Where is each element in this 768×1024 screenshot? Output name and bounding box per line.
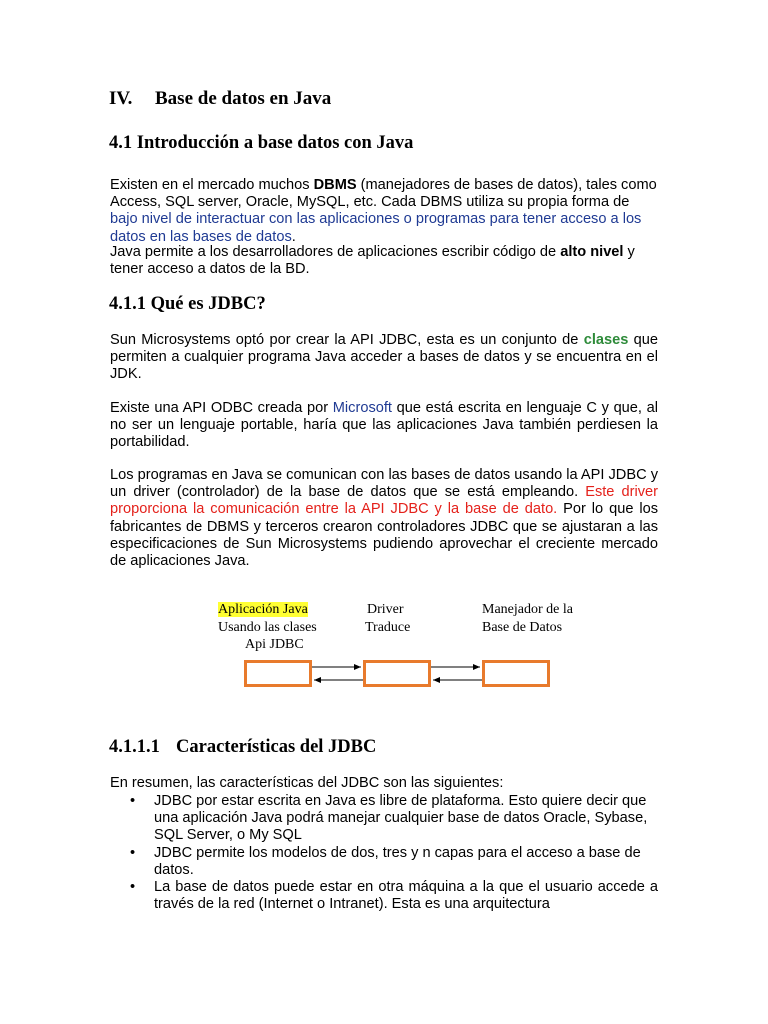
subsection-title: Características del JDBC [176,737,377,757]
subsection-heading-features [109,737,376,758]
paragraph-summary: En resumen, las características del JDBC son las siguientes: [110,775,504,791]
text-run: Existen en el mercado muchos [110,177,314,193]
green-term-clases: clases [583,332,629,348]
text-run: Sun Microsystems optó por crear la API JDBC, esta es un conjunto de [110,332,584,348]
text-run: Existe una API ODBC creada por [110,400,333,416]
paragraph-drivers [110,467,658,570]
chapter-title: Base de datos en Java [155,88,332,109]
blue-highlight-text: bajo nivel de interactuar con las aplicaciones o programas para tener acceso a los datos en las bases de datos [110,211,642,245]
text-run: que está escrita en lenguaje C y que, al no ser un lenguaje portable, haría que las aplicaciones Java también perdiesen la portabilidad. [110,400,659,451]
diagram-label-dbms-line2: Base de Datos [482,620,563,635]
list-item-text: JDBC permite los modelos de dos, tres y n capas para el acceso a base de datos. [154,844,641,878]
bold-term-dbms: DBMS [313,177,357,193]
list-item [110,793,658,845]
bullet-dot: • [130,879,136,896]
text-run: . [291,228,296,245]
paragraph-sun-jdbc [110,332,658,384]
bold-term-alto-nivel: alto nivel [560,244,624,260]
diagram-box-application [244,660,312,687]
diagram-box-database [482,660,550,687]
text-run: Java permite a los desarrolladores de aplicaciones escribir código de [110,244,561,260]
diagram-label-dbms: Manejador de la [482,602,573,617]
list-item [110,845,658,879]
diagram-label-app [218,601,308,618]
text-run: que permiten a cualquier programa Java acceder a bases de datos y se encuentra en el JDK. [110,332,658,383]
diagram-label-app-line2: Usando las clases [218,620,317,635]
red-highlight-text: Este driver proporciona la comunicación entre la API JDBC y la base de dato. [110,484,658,518]
paragraph-dbms [110,177,658,246]
text-run: (manejadores de bases de datos), tales como Access, SQL server, Oracle, MySQL, etc. Cada DBMS utiliza su propia forma de [110,177,657,211]
paragraph-java-high-level [110,244,658,278]
bullet-dot: • [130,844,136,861]
blue-term-microsoft: Microsoft [332,400,392,416]
bullet-dot: • [130,793,136,809]
features-list [110,793,658,913]
diagram-label-driver-line2: Traduce [365,620,411,635]
diagram-box-driver [363,660,431,687]
text-run: Por lo que los fabricantes de DBMS y terceros crearon controladores JDBC que se ajustaran a las especificaciones de Sun Microsystems pudiendo aprovechar el creciente mercado de aplicaciones Java. [110,501,659,570]
list-item-text: JDBC por estar escrita en Java es libre de plataforma. Esto quiere decir que una aplicación Java podrá manejar cualquier base de datos Oracle, Sybase, SQL Server, o My SQL [154,793,648,844]
text-run: Los programas en Java se comunican con las bases de datos usando la API JDBC y un driver (controlador) de la base de datos que se está empleando. [110,467,658,501]
chapter-number: IV. [109,88,133,109]
chapter-heading [109,88,331,110]
diagram-label-driver: Driver [367,602,404,617]
subsection-number: 4.1.1.1 [109,737,160,757]
list-item [110,879,658,913]
paragraph-odbc [110,400,658,452]
section-heading-intro: 4.1 Introducción a base datos con Java [109,133,414,153]
list-item-text: La base de datos puede estar en otra máquina a la que el usuario accede a través de la red (Internet o Intranet). Esta es una arquitectura [154,879,658,913]
diagram-label-app-line1: Aplicación Java [218,602,308,617]
text-run: y tener acceso a datos de la BD. [110,244,635,278]
section-heading-jdbc: 4.1.1 Qué es JDBC? [109,294,266,314]
diagram-label-app-line3: Api JDBC [245,637,304,652]
